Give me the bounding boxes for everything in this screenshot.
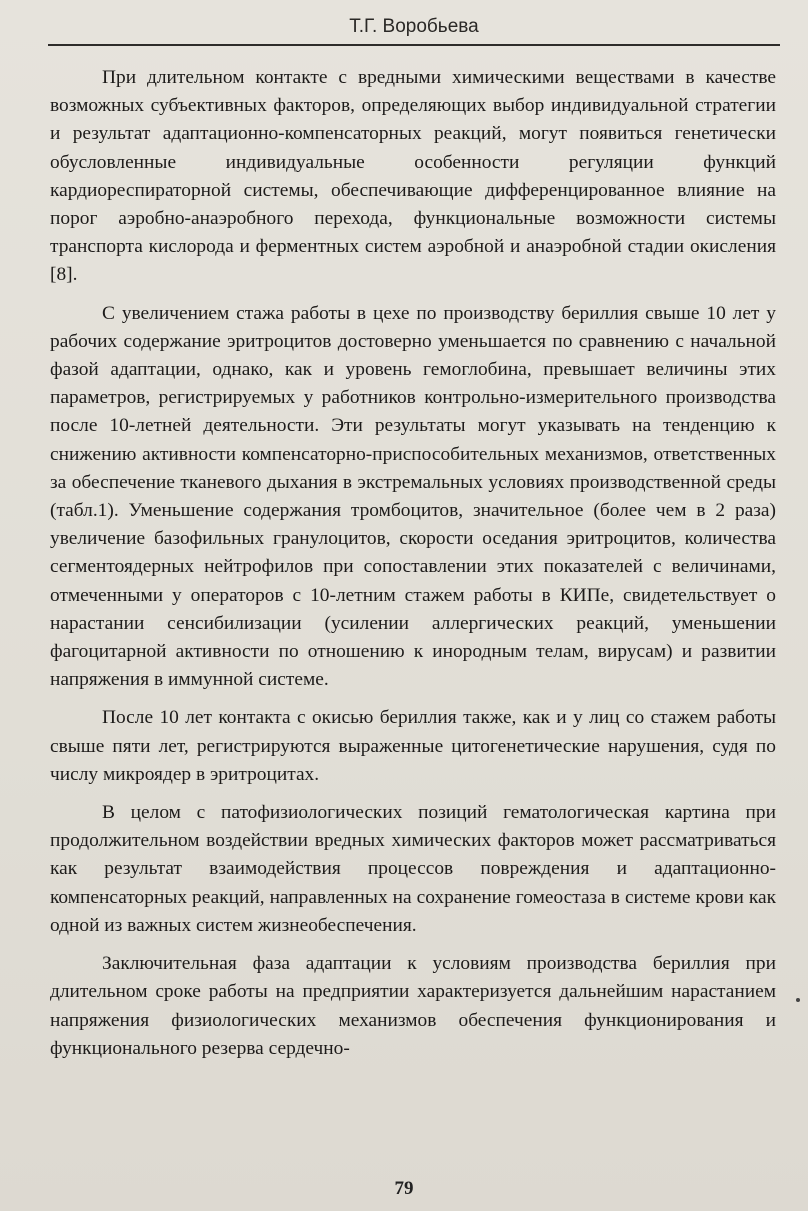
body-text	[50, 64, 776, 1073]
running-header	[48, 8, 780, 46]
paragraph-4: В целом с патофизиологических позиций гематологическая картина при продолжительном воздействии вредных химических факторов может рассматриваться как результат взаимодействия процессов повреждения и адаптационно-компенсаторных реакций, направленных на сохранение гомеостаза в системе крови как одной из важных систем жизнеобеспечения.	[50, 802, 776, 936]
margin-dot	[796, 998, 800, 1002]
paragraph-5: Заключительная фаза адаптации к условиям производства бериллия при длительном сроке работы на предприятии характеризуется дальнейшим нарастанием напряжения физиологических механизмов обеспечения функционирования и функционального резерва сердечно-	[50, 953, 776, 1059]
header-author: Т.Г. Воробьева	[349, 16, 479, 37]
paragraph-1: При длительном контакте с вредными химическими веществами в качестве возможных субъективных факторов, определяющих выбор индивидуальной стратегии и результат адаптационно-компенсаторных реакций, могут появиться генетически обусловленные индивидуальные особенности регуляции функций кардиореспираторной системы, обеспечивающие дифференцированное влияние на порог аэробно-анаэробного перехода, функциональные возможности системы транспорта кислорода и ферментных систем аэробной и анаэробной стадии окисления [8].	[50, 67, 776, 286]
header-rule	[48, 44, 780, 46]
paragraph-3: После 10 лет контакта с окисью бериллия также, как и у лиц со стажем работы свыше пяти лет, регистрируются выраженные цитогенетические нарушения, судя по числу микроядер в эритроцитах.	[50, 707, 776, 785]
page-number: 79	[394, 1178, 414, 1199]
paragraph-2: С увеличением стажа работы в цехе по производству бериллия свыше 10 лет у рабочих содержание эритроцитов достоверно уменьшается по сравнению с начальной фазой адаптации, однако, как и уровень гемоглобина, превышает величины этих параметров, регистрируемых у работников контрольно-измерительного производства после 10-летней деятельности. Эти результаты могут указывать на тенденцию к снижению активности компенсаторно-приспособительных механизмов, ответственных за обеспечение тканевого дыхания в экстремальных условиях производственной среды (табл.1). Уменьшение содержания тромбоцитов, значительное (более чем в 2 раза) увеличение базофильных гранулоцитов, скорости оседания эритроцитов, количества сегментоядерных нейтрофилов при сопоставлении этих показателей с величинами, отмеченными у операторов с 10-летним стажем работы в КИПе, свидетельствует о нарастании сенсибилизации (усилении аллергических реакций, уменьшении фагоцитарной активности по отношению к инородным телам, вирусам) и развитии напряжения в иммунной системе.	[50, 302, 776, 691]
